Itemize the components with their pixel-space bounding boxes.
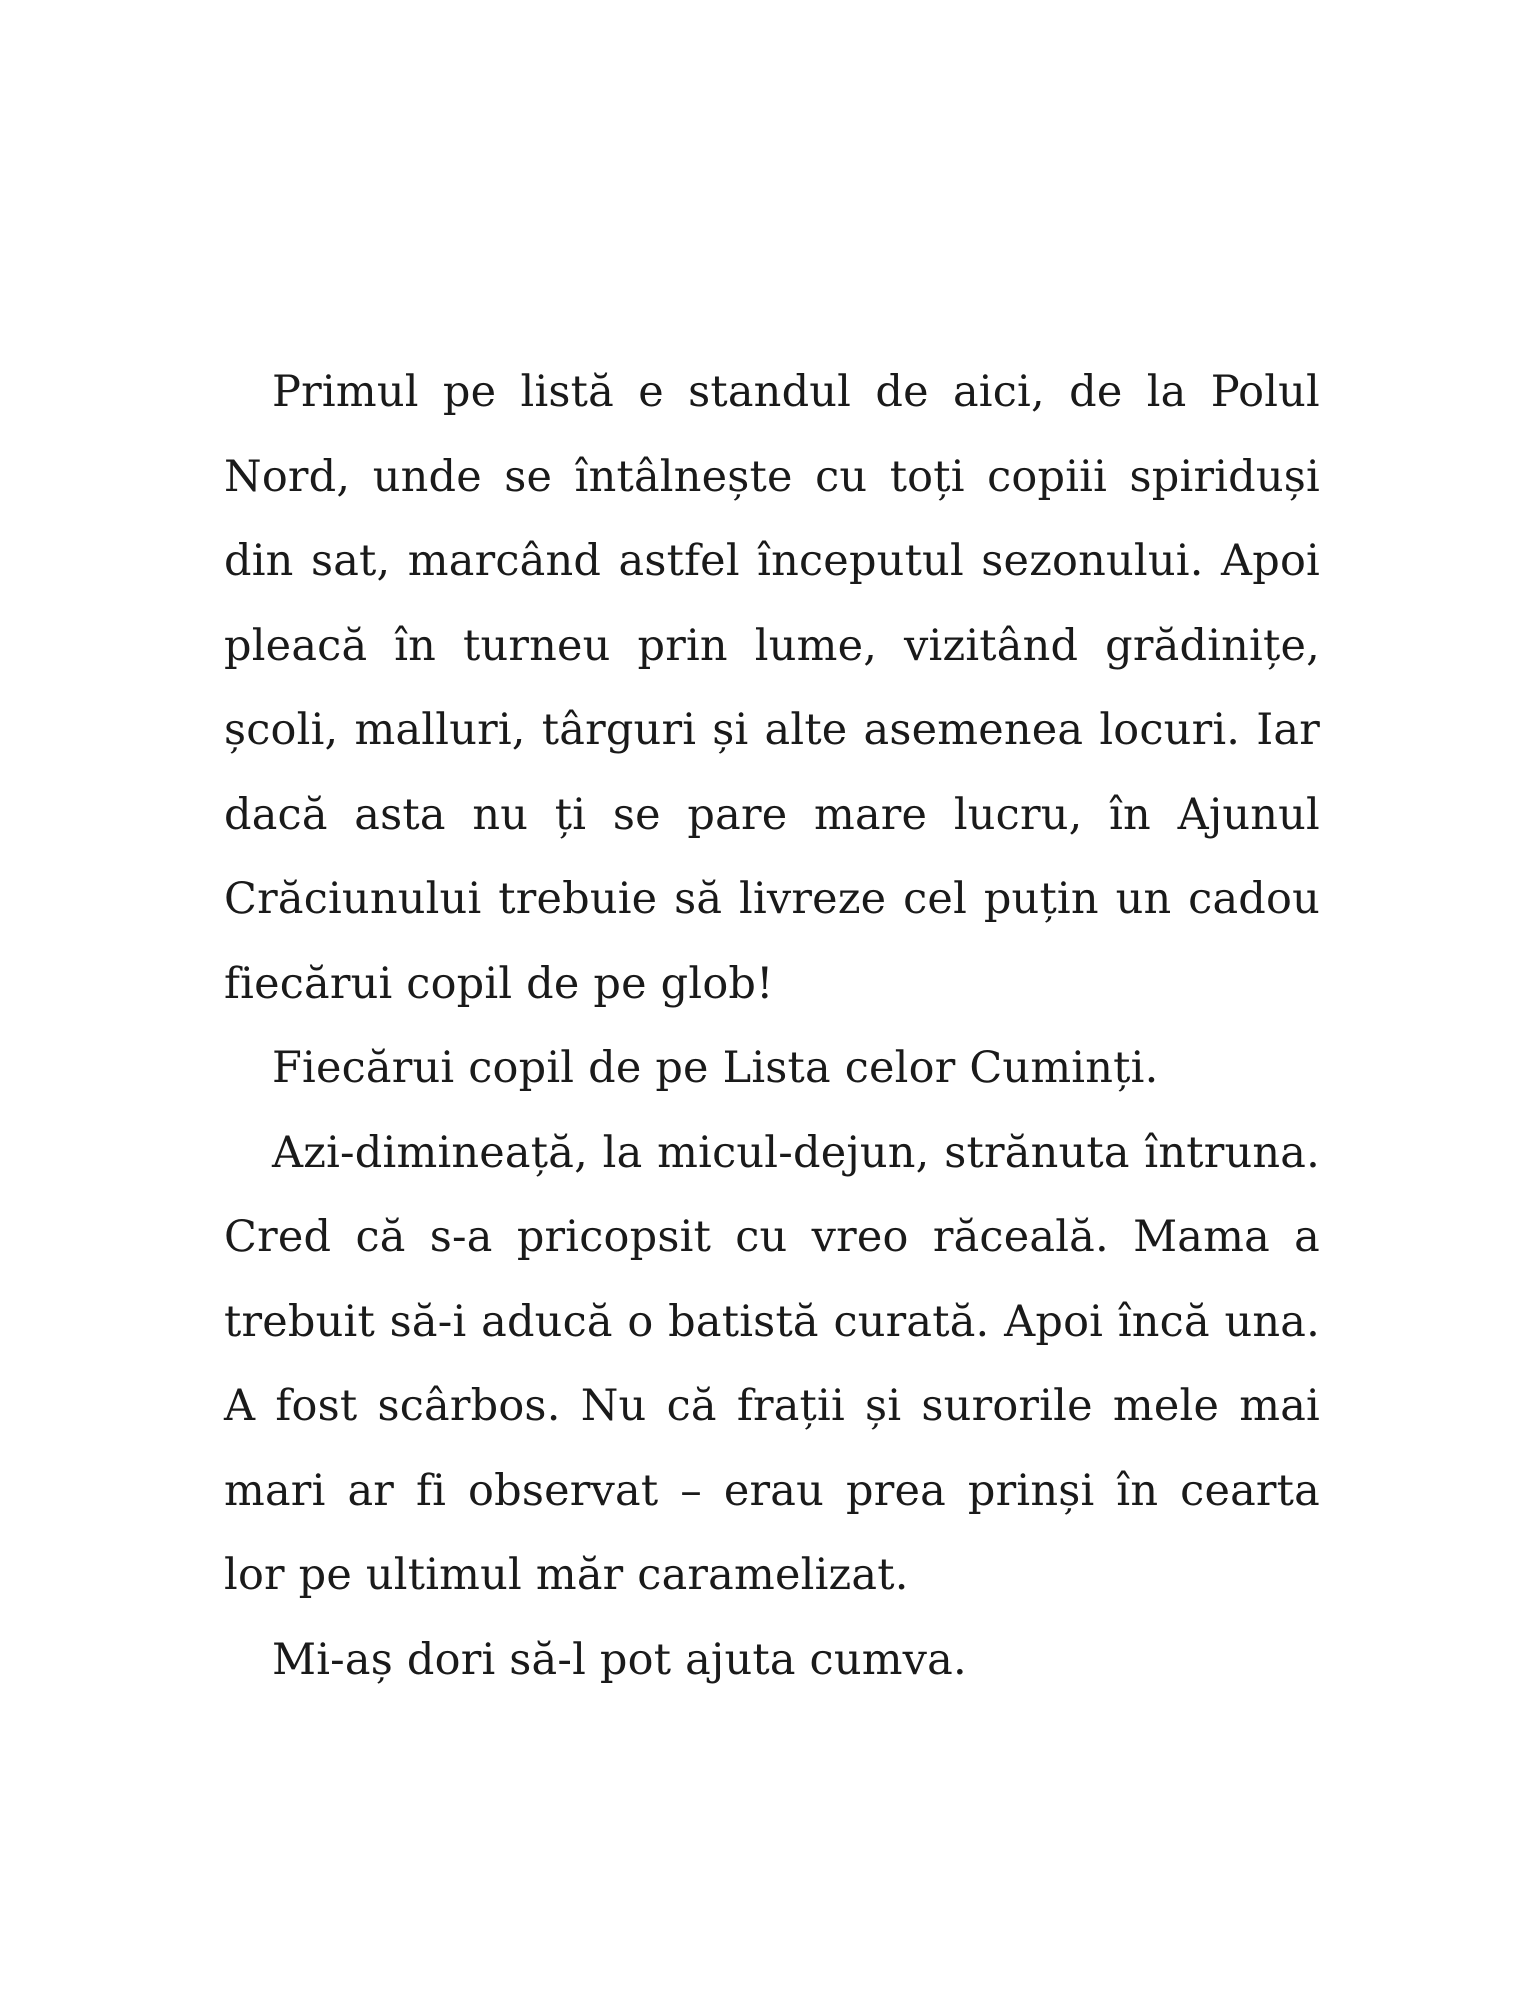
body-text bbox=[224, 350, 1320, 1702]
paragraph-4: Mi-aș dori să-l pot ajuta cumva. bbox=[272, 1634, 967, 1685]
paragraph-2: Fiecărui copil de pe Lista celor Cuminți. bbox=[272, 1043, 1159, 1093]
paragraph-1: Primul pe listă e standul de aici, de la Polul Nord, unde se întâlnește cu toți copiii spiriduși din sat, marcând astfel începutul sezonului. Apoi pleacă în turneu prin lume, vizitând grădinițe, școli, malluri, târguri și alte asemenea locuri. Iar dacă asta nu ți se pare mare lucru, în Ajunul Crăciunului trebuie să livreze cel puțin un cadou fiecărui copil de pe glob! bbox=[224, 367, 1320, 1009]
paragraph-3: Azi-dimineață, la micul-dejun, strănuta întruna. Cred că s-a pricopsit cu vreo răceală. Mama a trebuit să-i aducă o batistă curată. Apoi încă una. A fost scârbos. Nu că frații și surorile mele mai mari ar fi observat – erau prea prinși în cearta lor pe ultimul măr caramelizat. bbox=[224, 1127, 1320, 1600]
